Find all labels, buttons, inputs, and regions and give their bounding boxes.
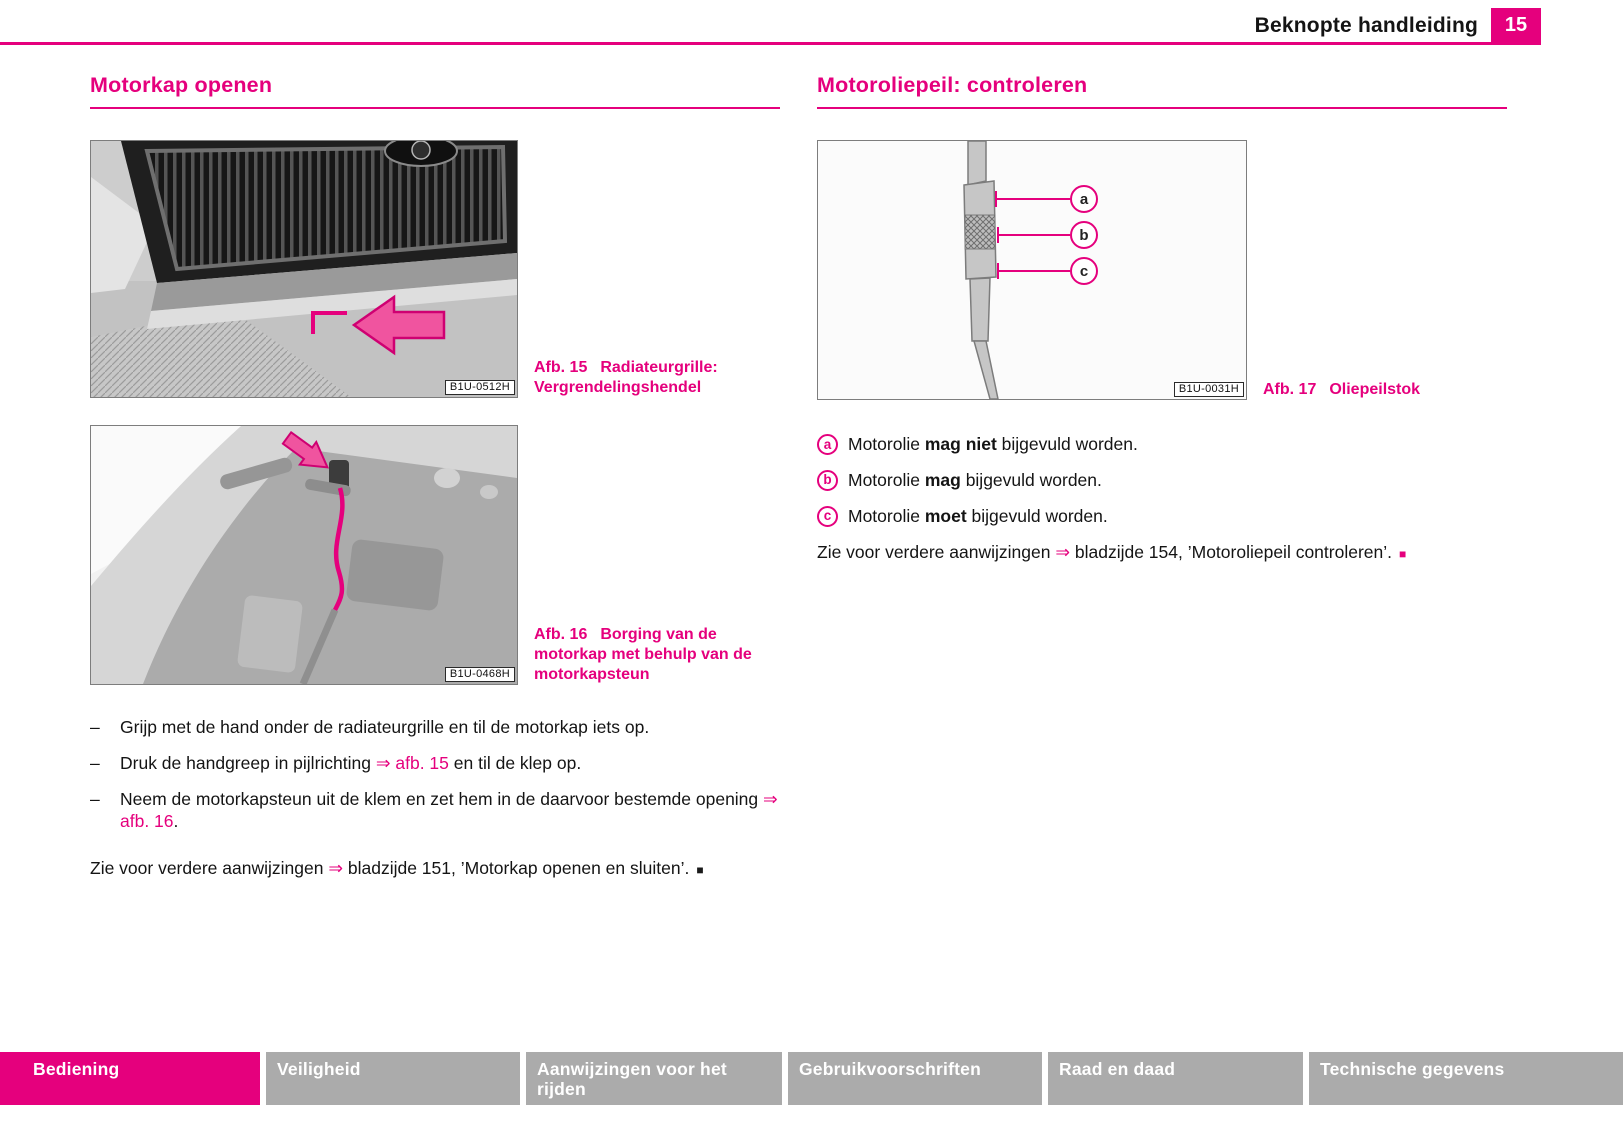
dipstick-shaft-lower [970, 278, 990, 341]
step-item-2 [90, 752, 780, 775]
section-end-marker: ■ [696, 863, 704, 877]
oil-b-bold: mag [924, 469, 961, 490]
page-title: Beknopte handleiding [1254, 14, 1478, 37]
oil-b-pre: Motorolie [848, 469, 925, 490]
step-item-3 [90, 788, 780, 834]
figure-17-row [817, 140, 1507, 400]
section-motorkap-openen [90, 73, 780, 880]
step-text-1 [120, 716, 780, 739]
oil-a-pre: Motorolie [848, 434, 925, 454]
step-text-3 [120, 788, 780, 834]
diagram-marker-a: a [1079, 191, 1089, 208]
hood-underside-photo [91, 426, 517, 684]
figure-17-caption-text: Oliepeilstok [1329, 380, 1421, 398]
page-number-badge: 15 [1491, 8, 1541, 42]
figure-17-caption-label: Afb. 17 [1263, 380, 1317, 398]
figure-15-caption-text: Radiateurgrille: Vergrendelingshendel [534, 358, 718, 396]
step-dash: – [90, 752, 100, 773]
circle-marker-b: b [817, 470, 838, 491]
dipstick-diagram [818, 141, 1246, 399]
note-pre: Zie voor verdere aanwijzingen [817, 542, 1056, 563]
tab-aanwijzingen-voor-het-rijden[interactable]: Aanwijzingen voor het rijden [526, 1052, 782, 1105]
page-header [0, 0, 1541, 45]
oil-level-text-b [848, 469, 1102, 492]
oil-a-bold: mag niet [924, 434, 997, 454]
section-motoroliepeil [817, 73, 1507, 880]
step-2-pre: Druk de handgreep in pijlrichting [120, 752, 376, 773]
marker-circles [1071, 186, 1097, 284]
note-pre: Zie voor verdere aanwijzingen [90, 858, 329, 878]
note-post: bladzijde 154, ’Motoroliepeil controleren’. [1070, 542, 1392, 563]
step-2-post: en til de klep op. [448, 752, 582, 773]
figure-16-caption [534, 425, 779, 685]
oil-c-post: bijgevuld worden. [966, 505, 1108, 526]
oil-b-post: bijgevuld worden. [960, 469, 1102, 490]
figure-15-code: B1U-0512H [445, 380, 515, 395]
section-heading-motorkap: Motorkap openen [90, 73, 780, 109]
footer-tab-bar [0, 1052, 1623, 1105]
page-body [90, 73, 1507, 880]
oil-c-pre: Motorolie [848, 505, 925, 526]
circle-marker-c: c [817, 506, 838, 527]
step-item-1 [90, 716, 780, 739]
oil-c-bold: moet [924, 505, 967, 526]
radiator-grille-photo [91, 141, 517, 397]
oil-level-text-c [848, 505, 1108, 528]
xref-arrow[interactable]: ⇒ [1055, 542, 1070, 563]
figure-17-caption [1263, 140, 1507, 400]
tab-bediening[interactable]: Bediening [0, 1052, 260, 1105]
note-oliepeil [817, 541, 1507, 564]
figure-17-code: B1U-0031H [1174, 382, 1244, 397]
note-motorkap [90, 857, 780, 880]
figure-16-caption-text: Borging van de motorkap met behulp van de motorkapsteun [534, 625, 752, 683]
figure-16-code: B1U-0468H [445, 667, 515, 682]
xref-arrow[interactable]: ⇒ [328, 858, 343, 878]
tab-gebruikvoorschriften[interactable]: Gebruikvoorschriften [788, 1052, 1042, 1105]
figure-16-caption-label: Afb. 16 [534, 625, 588, 643]
section-end-marker: ■ [1399, 547, 1407, 562]
step-text-2 [120, 752, 780, 775]
oil-level-item-c [817, 505, 1507, 528]
tab-veiligheid[interactable]: Veiligheid [266, 1052, 520, 1105]
oil-level-list [817, 433, 1507, 527]
figure-16 [90, 425, 518, 685]
dipstick-shaft-top [968, 141, 986, 185]
step-1-pre: Grijp met de hand onder de radiateurgrille en til de motorkap iets op. [120, 717, 650, 737]
diagram-marker-b: b [1079, 227, 1089, 244]
step-dash: – [90, 717, 100, 737]
oil-level-text-a [848, 433, 1138, 456]
tab-technische-gegevens[interactable]: Technische gegevens [1309, 1052, 1623, 1105]
figure-15-caption [534, 140, 779, 398]
oil-level-item-b [817, 469, 1507, 492]
step-3-post: . [173, 811, 179, 832]
figure-17 [817, 140, 1247, 400]
oil-a-post: bijgevuld worden. [996, 434, 1138, 454]
instruction-steps [90, 716, 780, 833]
xref-link-afb-15[interactable]: ⇒ afb. 15 [375, 752, 449, 773]
oil-level-item-a [817, 433, 1507, 456]
dipstick-hatched-zone [965, 215, 995, 249]
circle-marker-a: a [817, 434, 838, 455]
xref-link-afb-16[interactable]: ⇒ afb. 16 [120, 788, 778, 832]
tab-raad-en-daad[interactable]: Raad en daad [1048, 1052, 1303, 1105]
figure-15-row [90, 140, 780, 398]
figure-16-row [90, 425, 780, 685]
figure-15-caption-label: Afb. 15 [534, 358, 588, 376]
note-post: bladzijde 151, ’Motorkap openen en sluiten’. [343, 858, 690, 878]
step-3-pre: Neem de motorkapsteun uit de klem en zet hem in de daarvoor bestemde opening [120, 788, 764, 809]
diagram-marker-c: c [1079, 263, 1089, 280]
section-heading-oliepeil: Motoroliepeil: controleren [817, 73, 1507, 109]
step-dash: – [90, 788, 100, 809]
figure-15 [90, 140, 518, 398]
